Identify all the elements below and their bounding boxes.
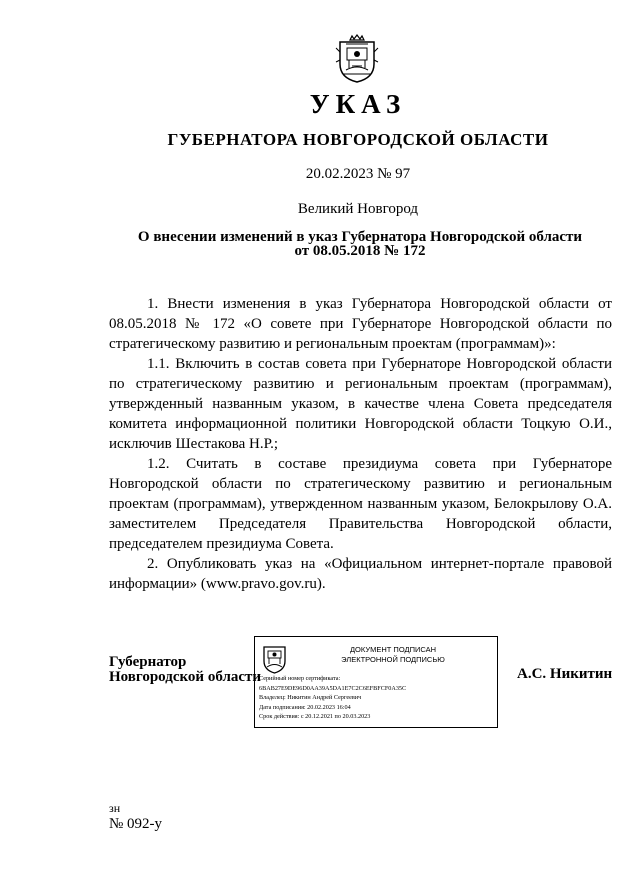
signer-name: А.С. Никитин	[517, 666, 613, 682]
electronic-signature-stamp	[254, 636, 498, 728]
signer-role-line-1: Губернатор	[109, 654, 187, 670]
city-name: Великий Новгород	[297, 201, 419, 217]
subject-heading	[100, 230, 620, 258]
stamp-owner: Владелец: Никитин Андрей Сергеевич	[259, 694, 362, 701]
stamp-serial-value: 6BAB27E9DE96D0AA39A5DA1E7C2C6EFBFCF0A35C	[259, 684, 407, 692]
subject-line-1: О внесении изменений в указ Губернатора Новгородской области	[137, 229, 583, 245]
footer-initials: зн	[109, 801, 121, 815]
signer-role	[109, 655, 261, 685]
paragraph-2: 2. Опубликовать указ на «Официальном интернет-портале правовой информации» (www.pravo.gov.ru).	[109, 556, 612, 592]
stamp-heading-line-1: ДОКУМЕНТ ПОДПИСАН	[349, 645, 437, 654]
signer-role-line-2: Новгородской области	[109, 669, 262, 685]
stamp-heading	[289, 645, 497, 665]
stamp-details	[259, 674, 493, 722]
stamp-validity: Срок действия: с 20.12.2021 по 20.03.2023	[259, 713, 371, 720]
footer-note	[109, 802, 162, 833]
document-subtitle: ГУБЕРНАТОРА НОВГОРОДСКОЙ ОБЛАСТИ	[167, 130, 549, 149]
document-title: УКАЗ	[309, 89, 407, 119]
stamp-signed-date: Дата подписания: 20.02.2023 16:04	[259, 703, 351, 711]
paragraph-1: 1. Внести изменения в указ Губернатора Новгородской области от 08.05.2018 № 172 «О совете при Губернаторе Новгородской области по стратегическому развитию и региональным проектам (программам)»:	[109, 296, 612, 352]
stamp-coat-of-arms-icon	[261, 644, 288, 674]
paragraph-1-2: 1.2. Считать в составе президиума совета при Губернаторе Новгородской области по стратегическому развитию и региональным проектам (программам), утвержденном названным указом, Белокрылову О.А. заместителем Председателя Правительства Новгородской области, председателем президиума Совета.	[109, 456, 612, 552]
paragraph-1-1: 1.1. Включить в состав совета при Губернаторе Новгородской области по стратегическому развитию и региональным проектам (программам), утвержденный названным указом, в качестве члена Совета председателя комитета информационной политики Новгородской области Тоцкую О.И., исключив Шестакова Н.Р.;	[109, 356, 612, 452]
stamp-heading-line-2: ЭЛЕКТРОННОЙ ПОДПИСЬЮ	[341, 655, 445, 664]
subject-line-2: от 08.05.2018 № 172	[294, 243, 426, 259]
footer-number: № 092-у	[109, 816, 163, 832]
date-number: 20.02.2023 № 97	[305, 166, 411, 182]
stamp-serial-label: Серийный номер сертификата:	[259, 675, 341, 682]
document-body	[109, 294, 612, 594]
coat-of-arms-icon	[332, 34, 382, 84]
